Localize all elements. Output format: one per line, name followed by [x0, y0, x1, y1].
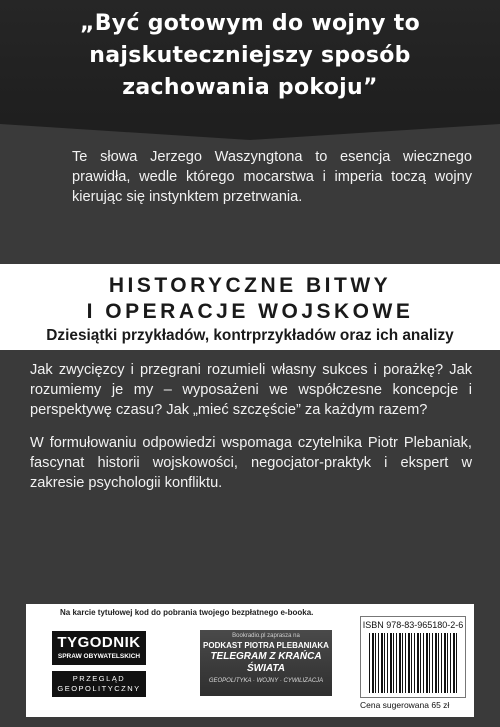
- podcast-banner: [200, 630, 332, 696]
- book-subtitle: Dziesiątki przykładów, kontrprzykładów oraz ich analizy: [46, 327, 454, 344]
- podcast-invite: Bookradio.pl zaprasza na: [232, 633, 300, 639]
- quote-line-2: najskuteczniejszy sposób: [89, 43, 411, 68]
- isbn-number: ISBN 978-83-965180-2-6: [362, 620, 464, 630]
- tygodnik-logo-subtext: SPRAW OBYWATELSKICH: [57, 653, 141, 660]
- bottom-panel: [26, 604, 474, 717]
- header-band-point: [0, 118, 500, 140]
- description-paragraph-2: W formułowaniu odpowiedzi wspomaga czytelnika Piotr Plebaniak, fascynat historii wojskowości, negocjator-praktyk i ekspert w zakresie psychologii konfliktu.: [30, 435, 472, 491]
- intro-paragraph: Te słowa Jerzego Waszyngtona to esencja wiecznego prawidła, wedle którego mocarstwa i imperia toczą wojny kierując się instynktem przetrwania.: [72, 149, 472, 205]
- suggested-price: Cena sugerowana 65 zł: [360, 700, 450, 710]
- quote-line-1: „Być gotowym do wojny to: [79, 11, 420, 36]
- title-band: [0, 264, 500, 350]
- book-title-line-2: I OPERACJE WOJSKOWE: [86, 300, 414, 323]
- isbn-barcode: [360, 616, 466, 698]
- tygodnik-logo: [52, 631, 146, 665]
- cover-quote: [40, 8, 460, 104]
- podcast-tags: GEOPOLITYKA · WOJNY · CYWILIZACJA: [208, 678, 324, 684]
- podcast-title: TELEGRAM Z KRAŃCA ŚWIATA: [210, 651, 322, 674]
- description-paragraph-1: Jak zwycięzcy i przegrani rozumieli własny sukces i porażkę? Jak rozumiemy je my – wyposażeni we współczesne koncepcje i perspektywę czasu? Jak „mieć szczęście” za każdym razem?: [30, 362, 472, 418]
- tygodnik-logo-text: TYGODNIK: [57, 634, 141, 651]
- book-title-line-1: HISTORYCZNE BITWY: [108, 274, 392, 297]
- description: [30, 360, 472, 506]
- barcode-icon: [369, 633, 459, 693]
- quote-line-3: zachowania pokoju”: [122, 75, 378, 100]
- podcast-name: PODKAST PIOTRA PLEBANIAKA: [203, 641, 329, 650]
- przeglad-logo: PRZEGLĄD GEOPOLITYCZNY: [52, 671, 146, 697]
- ebook-note: Na karcie tytułowej kod do pobrania twojego bezpłatnego e-booka.: [60, 608, 314, 617]
